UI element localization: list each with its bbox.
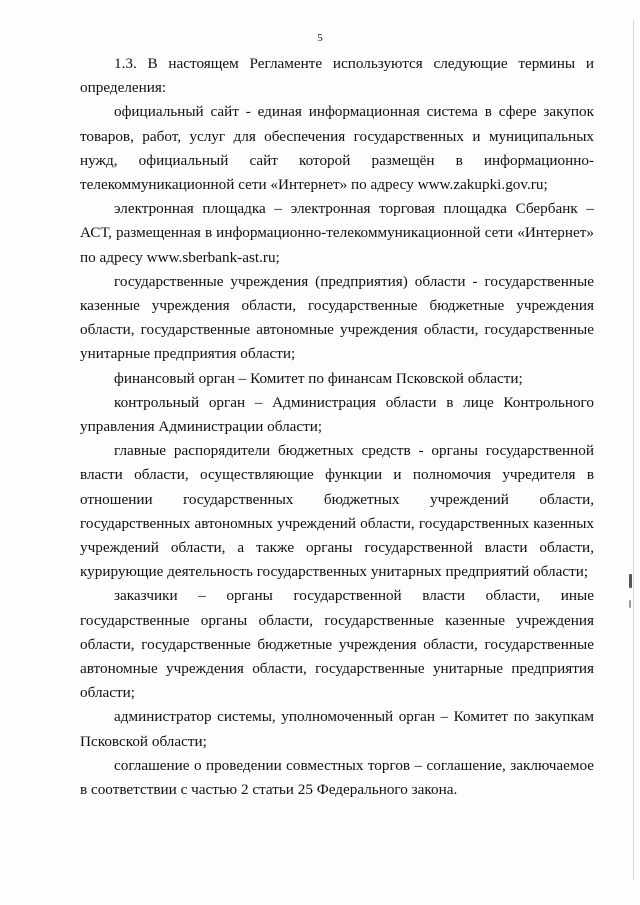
paragraph-joint-tender-agreement: соглашение о проведении совместных торгов – соглашение, заключаемое в соответствии с частью 2 статьи 25 Федерального закона. (80, 756, 594, 799)
paragraph-state-institutions: государственные учреждения (предприятия) области - государственные казенные учреждения области, государственные бюджетные учреждения области, государственные автономные учреждения области, государственные унитарные предприятия области; (80, 272, 594, 363)
scan-edge-line (633, 20, 634, 880)
paragraph-electronic-platform: электронная площадка – электронная торговая площадка Сбербанк – АСТ, размещенная в информационно-телекоммуникационной сети «Интернет» по адресу www.sberbank-ast.ru; (80, 200, 594, 266)
paragraph-system-administrator: администратор системы, уполномоченный орган – Комитет по закупкам Псковской области; (80, 708, 594, 750)
scan-edge-mark (629, 600, 631, 608)
scan-edge-mark (629, 574, 632, 588)
document-body (80, 52, 594, 802)
page-number: 5 (317, 32, 323, 44)
paragraph-financial-body: финансовый орган – Комитет по финансам Псковской области; (114, 369, 523, 387)
paragraph-control-body: контрольный орган – Администрация области в лице Контрольного управления Администрации области; (80, 393, 594, 436)
paragraph-budget-managers: главные распорядители бюджетных средств - органы государственной власти области, осуществляющие функции и полномочия учредителя в отношении государственных бюджетных учреждений области, государственных автономных учреждений области, государственных казенных учреждений области, а также органы государственной власти области, курирующие деятельность государственных унитарных предприятий области; (80, 442, 594, 581)
paragraph-official-site: официальный сайт - единая информационная система в сфере закупок товаров, работ, услуг для обеспечения государственных и муниципальных нужд, официальный сайт которой размещён в информационно-телекоммуникационной сети «Интернет» по адресу www.zakupki.gov.ru; (80, 103, 594, 194)
paragraph-customers: заказчики – органы государственной власти области, иные государственные органы области, государственные казенные учреждения области, государственные бюджетные учреждения области, государственные автономные учреждения области, государственные унитарные предприятия области; (80, 587, 594, 702)
paragraph-1-3-intro: 1.3. В настоящем Регламенте используются следующие термины и определения: (80, 55, 594, 97)
